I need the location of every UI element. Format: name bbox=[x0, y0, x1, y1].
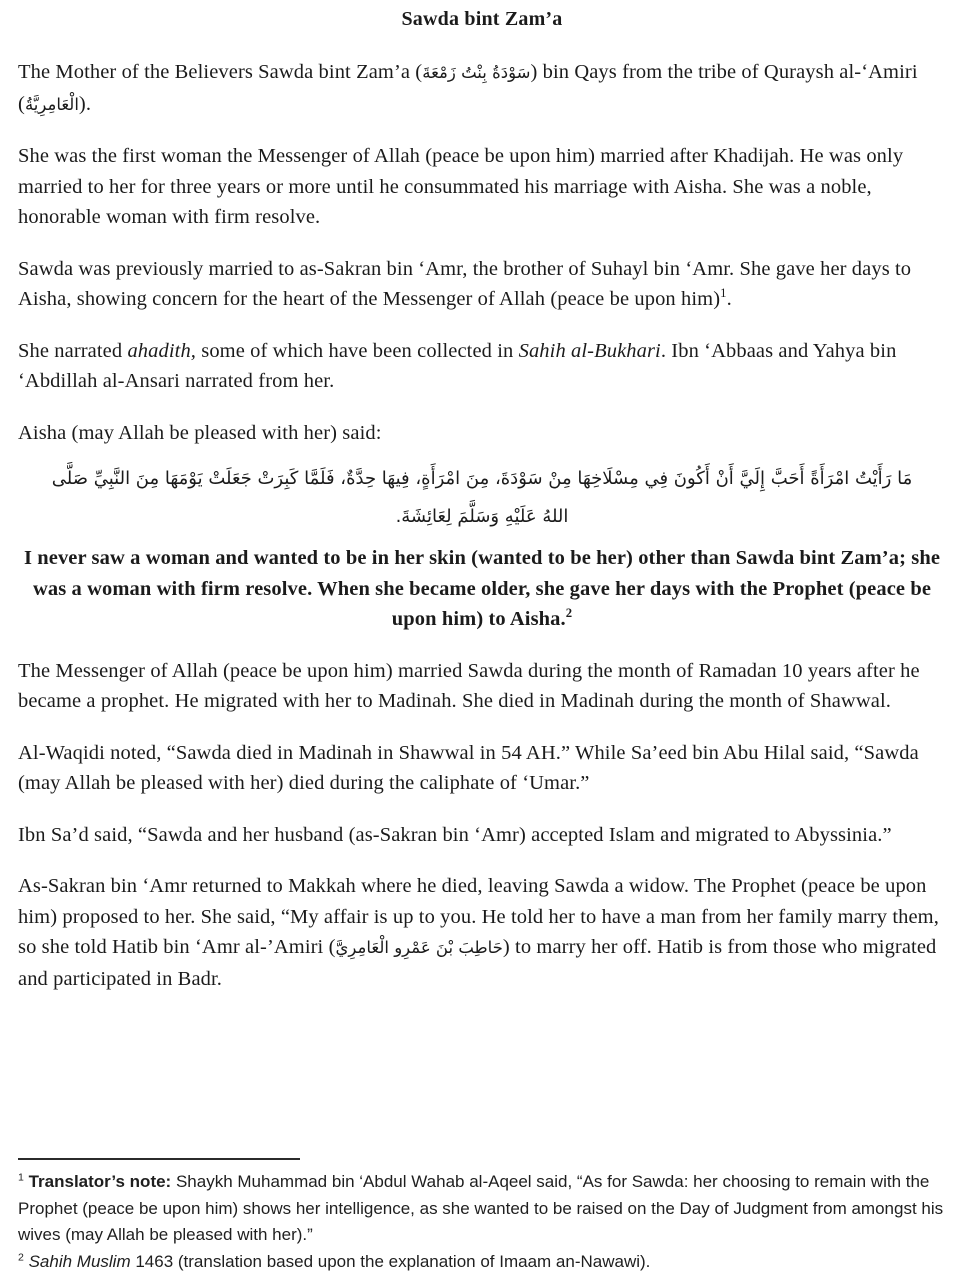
footnote-2 bbox=[18, 1249, 946, 1276]
text-segment: She narrated bbox=[18, 339, 128, 362]
inline-arabic-text: حَاطِبَ بْنَ عَمْرِو الْعَامِرِيَّ bbox=[335, 938, 503, 957]
text-segment: The Mother of the Believers Sawda bint Zam’a ( bbox=[18, 61, 423, 83]
text-segment: 1463 (translation based upon the explanation of Imaam an-Nawawi). bbox=[130, 1251, 651, 1271]
text-segment: . bbox=[726, 288, 732, 310]
text-segment: Sahih Muslim bbox=[23, 1251, 131, 1271]
hadith-translation-quote bbox=[22, 543, 942, 635]
text-segment: The Messenger of Allah (peace be upon him) married Sawda during the month of Ramadan 10 years after he became a prophet. He migrated with her to Madinah. She died in Madinah during the month of Shawwal. bbox=[18, 659, 920, 712]
text-segment: Al-Waqidi noted, “Sawda died in Madinah in Shawwal in 54 AH.” While Sa’eed bin Abu Hilal said, “Sawda (may Allah be pleased with her) died during the caliphate of ‘Umar.” bbox=[18, 741, 919, 794]
footnote-marker: 2 bbox=[18, 1250, 24, 1263]
text-segment: ) to marry her off. Hatib is from those who migrated and participated in Badr. bbox=[18, 936, 937, 990]
inline-arabic-text: سَوْدَةُ بِنْتُ زَمْعَةَ bbox=[422, 63, 531, 82]
text-segment: As-Sakran bin ‘Amr returned to Makkah where he died, leaving Sawda a widow. The Prophet (peace be upon him) proposed to her. She said, “My affair is up to you. He told her to have a man from her family marry them, so she told Hatib bin ‘Amr al-’Amiri ( bbox=[18, 875, 939, 958]
text-segment: Translator’s note: bbox=[23, 1172, 172, 1191]
text-segment: Ibn Sa’d said, “Sawda and her husband (as-Sakran bin ‘Amr) accepted Islam and migrated to Abyssinia.” bbox=[18, 823, 892, 846]
footnote-marker: 2 bbox=[565, 606, 573, 621]
paragraph-previous-marriage bbox=[18, 254, 946, 315]
paragraph-death-accounts bbox=[18, 738, 946, 799]
text-segment: She was the first woman the Messenger of Allah (peace be upon him) married after Khadijah. He was only married to her for three years or more until he consummated his marriage with Aisha. She was a noble, honorable woman with firm resolve. bbox=[18, 145, 904, 228]
text-segment: Sawda was previously married to as-Sakran bin ‘Amr, the brother of Suhayl bin ‘Amr. She gave her days to Aisha, showing concern for the heart of the Messenger of Allah (peace be upon him) bbox=[18, 257, 912, 310]
text-segment: some of which have been collected in bbox=[196, 339, 519, 362]
arabic-hadith-quote: مَا رَأَيْتُ امْرَأَةً أَحَبَّ إِلَيَّ أَنْ أَكُونَ فِي مِسْلَاخِهَا مِنْ سَوْدَةَ، مِنَ امْرَأَةٍ، فِيهَا حِدَّةٌ، فَلَمَّا كَبِرَتْ جَعَلَتْ يَوْمَهَا مِنَ النَّبِيِّ صَلَّى اللهُ عَلَيْهِ وَسَلَّمَ لِعَائِشَةَ. bbox=[51, 468, 913, 527]
footnotes-section bbox=[18, 1158, 946, 1275]
text-segment: I never saw a woman and wanted to be in her skin (wanted to be her) other than Sawda bint Zam’a; she was a woman with firm resolve. When she became older, she gave her days with the Prophet (peace be upon him) to Aisha. bbox=[23, 547, 941, 630]
text-segment: . Ibn ‘Abbaas and Yahya bin ‘Abdillah al-Ansari narrated from her. bbox=[18, 339, 897, 392]
paragraph-marriage-date bbox=[18, 656, 946, 717]
text-segment: Shaykh Muhammad bin ‘Abdul Wahab al-Aqeel said, “As for Sawda: her choosing to remain with the Prophet (peace be upon him) shows her intelligence, as she wanted to be raised on the Day of Judgment from amongst his wives (may Allah be pleased with her).” bbox=[18, 1172, 944, 1244]
paragraph-ibn-sad bbox=[18, 820, 946, 851]
footnote-marker: 1 bbox=[720, 286, 727, 301]
footnote-1 bbox=[18, 1169, 946, 1249]
footnote-marker: 1 bbox=[18, 1171, 24, 1184]
paragraph-first-marriage bbox=[18, 141, 946, 233]
text-segment: Sahih al-Bukhari bbox=[518, 339, 661, 362]
inline-arabic-text: الْعَامِرِيَّةُ bbox=[24, 94, 79, 114]
text-segment: Aisha (may Allah be pleased with her) said: bbox=[18, 421, 382, 444]
paragraph-widowhood bbox=[18, 871, 946, 994]
document-title: Sawda bint Zam’a bbox=[401, 8, 563, 30]
paragraph-intro bbox=[18, 57, 946, 120]
text-segment: ) bin Qays from the tribe of Quraysh al-‘Amiri ( bbox=[18, 61, 918, 115]
paragraph-aisha-said bbox=[18, 418, 946, 449]
paragraph-narrations bbox=[18, 336, 946, 397]
footnote-separator-rule bbox=[18, 1158, 300, 1160]
text-segment: ahadith, bbox=[127, 339, 197, 362]
text-segment: ). bbox=[78, 92, 92, 115]
